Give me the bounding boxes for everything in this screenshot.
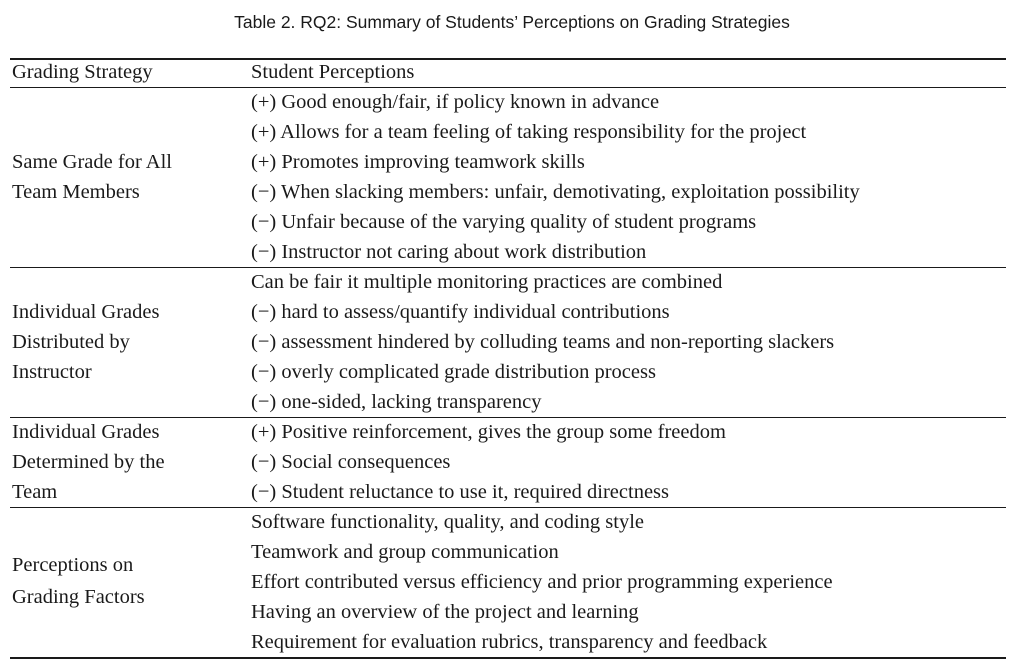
perception-item: (−) one-sided, lacking transparency (251, 391, 542, 413)
table-header-row (10, 59, 1006, 87)
perception-item: Effort contributed versus efficiency and prior programming experience (251, 571, 833, 593)
perception-item: (−) overly complicated grade distribution process (251, 361, 656, 383)
perception-item: Requirement for evaluation rubrics, transparency and feedback (251, 631, 768, 653)
perception-item: (−) assessment hindered by colluding teams and non-reporting slackers (251, 331, 835, 353)
strategy-line: Perceptions on (12, 554, 134, 576)
perception-item: (−) Social consequences (251, 451, 451, 473)
perception-item: (+) Good enough/fair, if policy known in advance (251, 91, 660, 113)
perception-list (251, 507, 833, 657)
perception-item: Teamwork and group communication (251, 541, 559, 563)
strategy-line: Grading Factors (12, 586, 145, 608)
table-row-grading-factors (10, 507, 1006, 657)
perception-item: (−) hard to assess/quantify individual contributions (251, 301, 670, 323)
strategy-line: Team (12, 481, 58, 503)
table-caption: Table 2. RQ2: Summary of Students’ Perceptions on Grading Strategies (234, 12, 790, 32)
strategy-line: Team Members (12, 181, 140, 203)
header-grading-strategy: Grading Strategy (12, 61, 153, 83)
perception-item: (−) When slacking members: unfair, demotivating, exploitation possibility (251, 181, 860, 203)
bottom-rule (10, 657, 1006, 659)
perception-item: (−) Unfair because of the varying quality of student programs (251, 211, 757, 233)
perception-item: (−) Student reluctance to use it, required directness (251, 481, 669, 503)
perception-item: Software functionality, quality, and coding style (251, 511, 645, 533)
perception-item: (+) Positive reinforcement, gives the group some freedom (251, 421, 726, 443)
perception-item: (+) Allows for a team feeling of taking responsibility for the project (251, 121, 807, 143)
strategy-line: Same Grade for All (12, 151, 172, 173)
perception-item: (+) Promotes improving teamwork skills (251, 151, 585, 173)
perception-list (251, 417, 726, 507)
perception-item: Can be fair it multiple monitoring practices are combined (251, 271, 723, 293)
perception-list (251, 267, 834, 417)
header-student-perceptions: Student Perceptions (251, 61, 415, 83)
table-row-distributed-by-instructor (10, 267, 1006, 417)
table-row-same-grade (10, 87, 1006, 267)
strategy-line: Instructor (12, 361, 92, 383)
table-row-determined-by-team (10, 417, 1006, 507)
perception-item: Having an overview of the project and learning (251, 601, 639, 623)
perception-list (251, 87, 860, 267)
perception-item: (−) Instructor not caring about work distribution (251, 241, 647, 263)
strategy-line: Distributed by (12, 331, 130, 353)
strategy-line: Individual Grades (12, 421, 160, 443)
strategy-line: Determined by the (12, 451, 165, 473)
strategy-line: Individual Grades (12, 301, 160, 323)
